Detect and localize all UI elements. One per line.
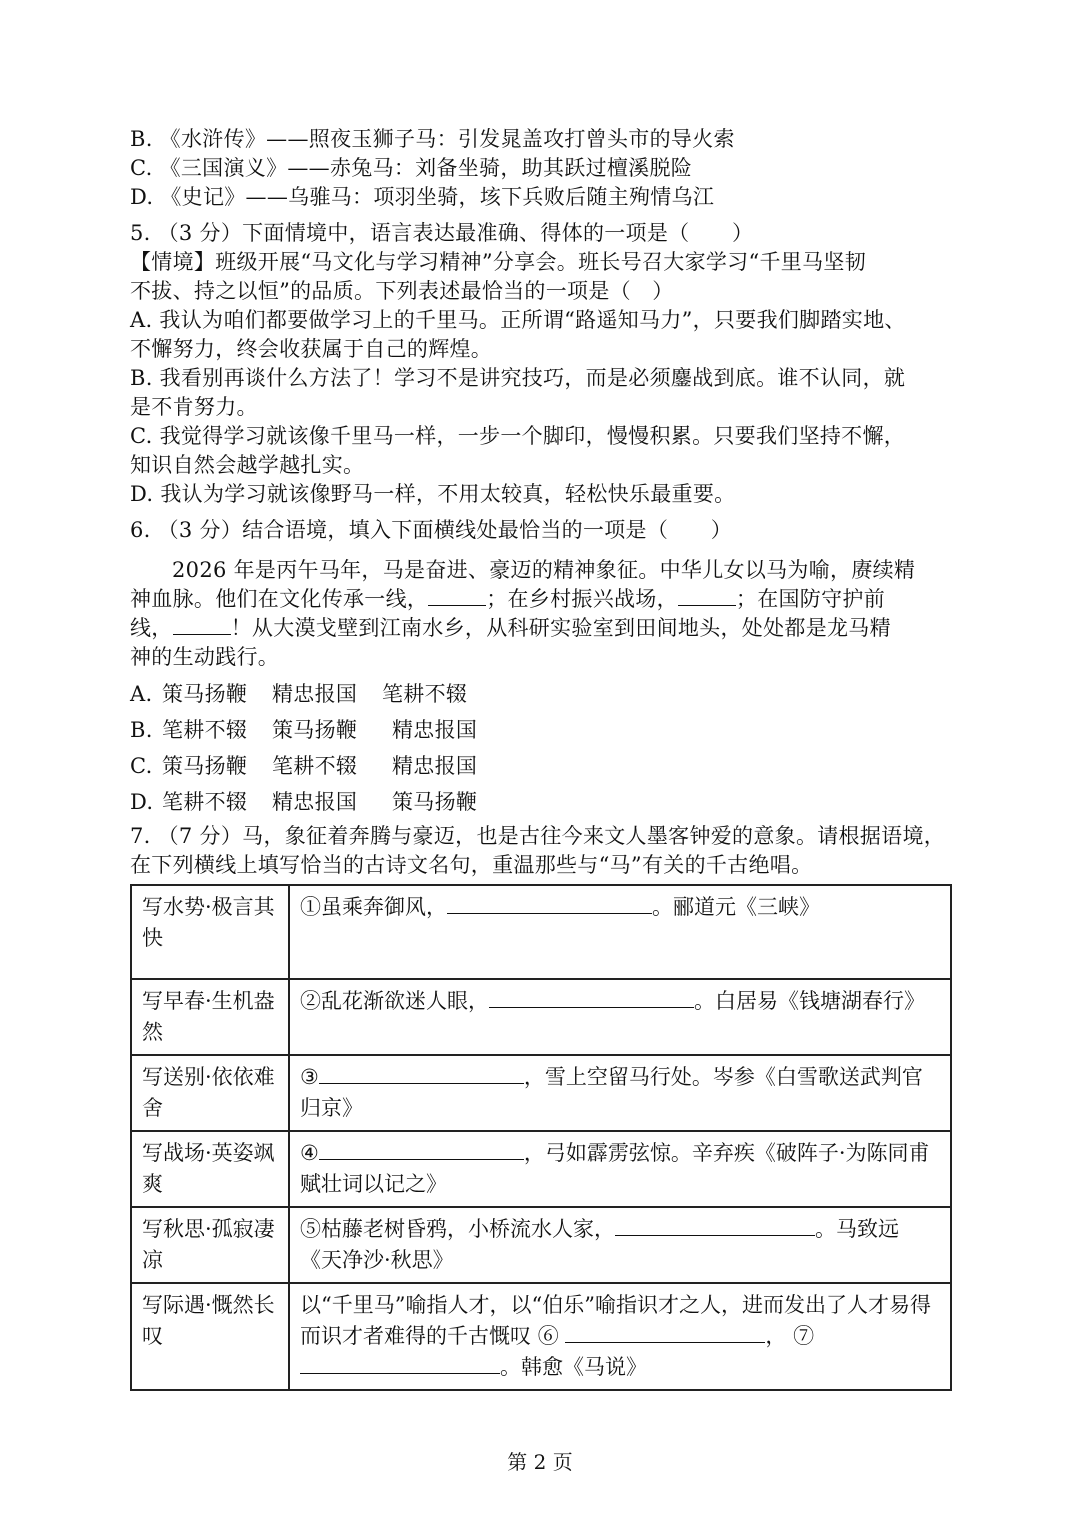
q6-passage-line: 2026 年是丙午马年，马是奋进、豪迈的精神象征。中华儿女以马为喻，赓续精 bbox=[172, 558, 916, 582]
q6-blank-1[interactable] bbox=[428, 585, 486, 606]
q5-option-a: A. 我认为咱们都要做学习上的千里马。正所谓“路遥知马力”，只要我们脚踏实地、 bbox=[130, 308, 906, 332]
q6-passage-text: 神血脉。他们在文化传承一线， bbox=[130, 587, 429, 611]
row-content bbox=[289, 979, 951, 1055]
q6-option-word: 策马扬鞭 bbox=[272, 718, 358, 742]
row-content bbox=[289, 1131, 951, 1207]
q6-blank-3[interactable] bbox=[173, 614, 231, 635]
q7-stem-cont: 在下列横线上填写恰当的古诗文名句，重温那些与“马”有关的千古绝唱。 bbox=[130, 853, 813, 877]
q6-option-word: 精忠报国 bbox=[392, 718, 478, 742]
q6-option-letter: C. bbox=[130, 754, 153, 778]
poem-line-source: 。韩愈《马说》 bbox=[500, 1355, 647, 1379]
q5-option-d: D. 我认为学习就该像野马一样，不用太较真，轻松快乐最重要。 bbox=[130, 482, 736, 506]
row-category: 写早春·生机盎然 bbox=[131, 979, 289, 1055]
answer-blank-2[interactable] bbox=[489, 987, 694, 1008]
poem-fill-table bbox=[130, 884, 952, 1391]
row-content bbox=[289, 1207, 951, 1283]
q6-stem: 6. （3 分）结合语境，填入下面横线处最恰当的一项是（ ） bbox=[130, 518, 733, 542]
q5-option-c: C. 我觉得学习就该像千里马一样，一步一个脚印，慢慢积累。只要我们坚持不懈， bbox=[130, 424, 906, 448]
q5-stem: 5. （3 分）下面情境中，语言表达最准确、得体的一项是（ ） bbox=[130, 221, 754, 245]
answer-blank-1[interactable] bbox=[447, 893, 652, 914]
row-category: 写水势·极言其快 bbox=[131, 885, 289, 979]
answer-blank-7[interactable] bbox=[300, 1353, 500, 1374]
q6-option-word: 笔耕不辍 bbox=[162, 790, 248, 814]
poem-line-source: 。郦道元《三峡》 bbox=[652, 895, 820, 919]
poem-line-text: 以“千里马”喻指人才，以“伯乐”喻指识才之人，进而发出了人才易得而识才者难得的千古慨叹 bbox=[300, 1293, 931, 1348]
table-row bbox=[131, 979, 951, 1055]
poem-line-text: ⑤枯藤老树昏鸦，小桥流水人家， bbox=[300, 1217, 615, 1241]
poem-line-source: 。白居易《钱塘湖春行》 bbox=[694, 989, 925, 1013]
q5-option-a-cont: 不懈努力，终会收获属于自己的辉煌。 bbox=[130, 337, 493, 361]
q6-option-word: 精忠报国 bbox=[272, 790, 358, 814]
q6-option-letter: B. bbox=[130, 718, 153, 742]
poem-line-text: ①虽乘奔御风， bbox=[300, 895, 447, 919]
q4-option-c: C. 《三国演义》——赤兔马：刘备坐骑，助其跃过檀溪脱险 bbox=[130, 156, 693, 180]
q6-option-word: 笔耕不辍 bbox=[162, 718, 248, 742]
table-row bbox=[131, 1283, 951, 1390]
q6-option-word: 精忠报国 bbox=[392, 754, 478, 778]
q6-passage-line: 神的生动践行。 bbox=[130, 645, 280, 669]
poem-line-text: ②乱花渐欲迷人眼， bbox=[300, 989, 489, 1013]
answer-blank-6[interactable] bbox=[565, 1322, 765, 1343]
poem-punct: ， bbox=[765, 1324, 787, 1348]
table-row bbox=[131, 885, 951, 979]
row-category: 写送别·依依难舍 bbox=[131, 1055, 289, 1131]
poem-line-source: ，弓如霹雳弦惊。辛弃疾《破阵子·为陈同甫赋壮词以记之》 bbox=[300, 1141, 930, 1196]
table-row bbox=[131, 1131, 951, 1207]
q6-option-word: 策马扬鞭 bbox=[162, 682, 248, 706]
answer-blank-5[interactable] bbox=[615, 1215, 815, 1236]
q6-option-letter: D. bbox=[130, 790, 154, 814]
q6-option-word: 策马扬鞭 bbox=[392, 790, 478, 814]
poem-line-source: ，雪上空留马行处。岑参《白雪歌送武判官归京》 bbox=[300, 1065, 923, 1120]
q6-passage-line bbox=[130, 614, 930, 643]
q5-option-b: B. 我看别再谈什么方法了！学习不是讲究技巧，而是必须鏖战到底。谁不认同，就 bbox=[130, 366, 906, 390]
q6-passage-text: ；在乡村振兴战场， bbox=[486, 587, 678, 611]
row-content bbox=[289, 1283, 951, 1390]
q6-option-b bbox=[130, 716, 930, 745]
row-content bbox=[289, 885, 951, 979]
row-category: 写秋思·孤寂凄凉 bbox=[131, 1207, 289, 1283]
row-content bbox=[289, 1055, 951, 1131]
answer-blank-4[interactable] bbox=[319, 1139, 524, 1160]
q6-option-word: 笔耕不辍 bbox=[382, 682, 468, 706]
q6-passage-text: 线， bbox=[130, 616, 173, 640]
q5-option-b-cont: 是不肯努力。 bbox=[130, 395, 258, 419]
q6-option-word: 笔耕不辍 bbox=[272, 754, 358, 778]
q6-blank-2[interactable] bbox=[678, 585, 736, 606]
q5-context-line: 【情境】班级开展“马文化与学习精神”分享会。班长号召大家学习“千里马坚韧 bbox=[130, 250, 867, 274]
q4-option-d: D. 《史记》——乌骓马：项羽坐骑，垓下兵败后随主殉情乌江 bbox=[130, 185, 715, 209]
q5-context-line: 不拔、持之以恒”的品质。下列表述最恰当的一项是（ ） bbox=[130, 279, 674, 303]
q7-stem: 7. （7 分）马，象征着奔腾与豪迈，也是古往今来文人墨客钟爱的意象。请根据语境， bbox=[130, 824, 946, 848]
blank-marker: ⑥ bbox=[537, 1324, 559, 1348]
q6-option-a bbox=[130, 680, 930, 709]
q6-option-word: 策马扬鞭 bbox=[162, 754, 248, 778]
q6-option-word: 精忠报国 bbox=[272, 682, 358, 706]
table-row bbox=[131, 1055, 951, 1131]
q6-passage-line bbox=[130, 585, 930, 614]
q6-passage-text: ；在国防守护前 bbox=[735, 587, 886, 611]
page-number: 第 2 页 bbox=[507, 1450, 573, 1474]
answer-blank-3[interactable] bbox=[319, 1063, 524, 1084]
q6-option-c bbox=[130, 752, 930, 781]
q6-option-d bbox=[130, 788, 930, 817]
row-category: 写战场·英姿飒爽 bbox=[131, 1131, 289, 1207]
table-row bbox=[131, 1207, 951, 1283]
q6-option-letter: A. bbox=[130, 682, 153, 706]
row-category: 写际遇·慨然长叹 bbox=[131, 1283, 289, 1390]
q6-passage-text: ！从大漠戈壁到江南水乡，从科研实验室到田间地头，处处都是龙马精 bbox=[230, 616, 891, 640]
poem-line-text: ④ bbox=[300, 1141, 319, 1165]
q4-option-b: B. 《水浒传》——照夜玉狮子马：引发晁盖攻打曾头市的导火索 bbox=[130, 127, 735, 151]
poem-line-source: 。马致远《天净沙·秋思》 bbox=[300, 1217, 899, 1272]
q5-option-c-cont: 知识自然会越学越扎实。 bbox=[130, 453, 365, 477]
blank-marker: ⑦ bbox=[793, 1324, 815, 1348]
poem-line-text: ③ bbox=[300, 1065, 319, 1089]
